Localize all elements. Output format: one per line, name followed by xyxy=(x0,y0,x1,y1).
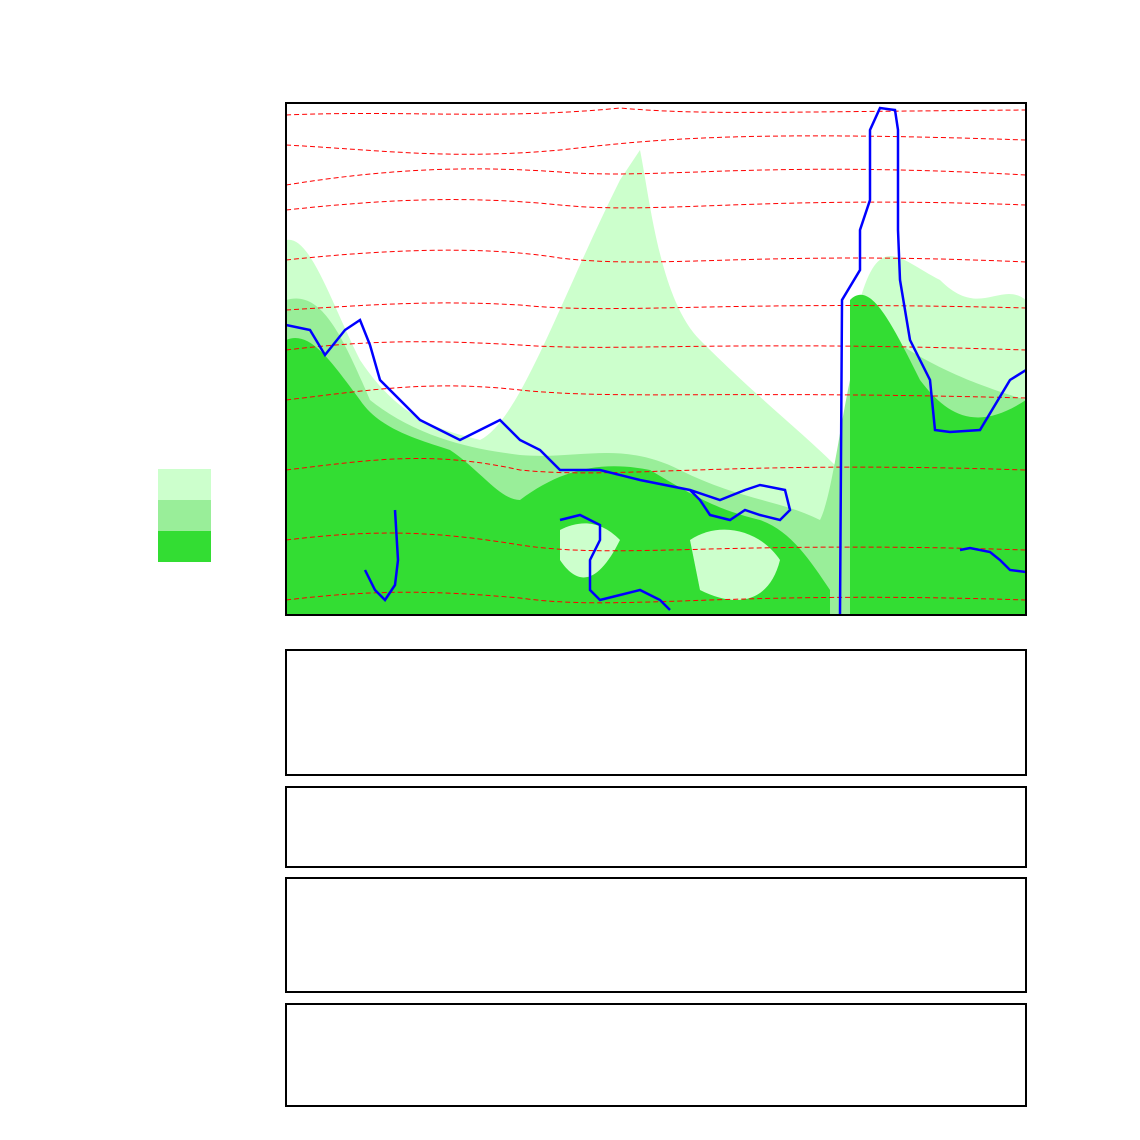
temp-frame xyxy=(286,878,1026,992)
precip-frame xyxy=(286,787,1026,867)
wind-chill-frame xyxy=(286,1004,1026,1106)
wind-frame xyxy=(286,650,1026,775)
